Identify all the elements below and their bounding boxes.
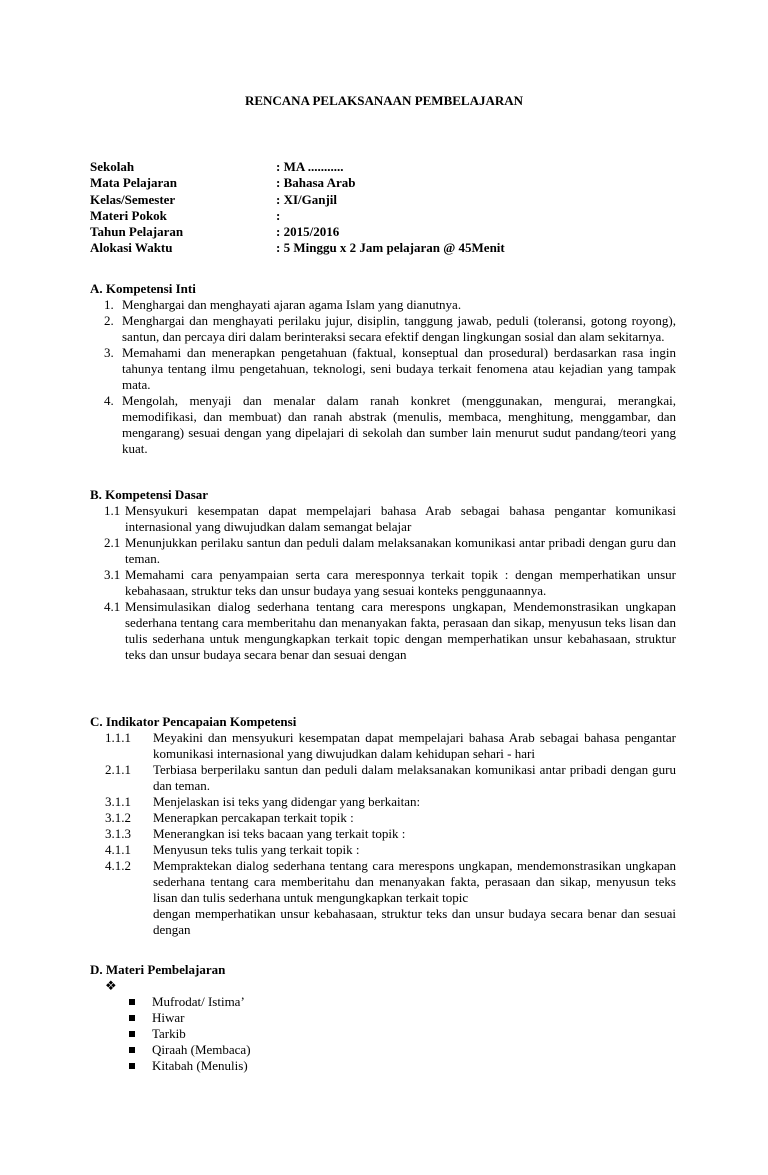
list-item bbox=[90, 1026, 676, 1042]
diamond-bullet-icon: ❖ bbox=[105, 978, 117, 993]
list-item bbox=[90, 826, 676, 842]
item-number: 3. bbox=[104, 345, 114, 360]
item-text: Memahami cara penyampaian serta cara meresponnya terkait topik : dengan memperhatikan unsur kebahasaan, struktur teks dan unsur budaya yang sesuai konteks penggunaannya. bbox=[125, 567, 676, 598]
list-item bbox=[90, 1058, 676, 1074]
meta-row bbox=[90, 224, 690, 240]
item-text: Tarkib bbox=[152, 1026, 186, 1041]
item-number: 1. bbox=[104, 297, 114, 312]
item-number: 4.1 bbox=[104, 599, 121, 614]
item-text: Menerapkan percakapan terkait topik : bbox=[153, 810, 354, 825]
item-text: Qiraah (Membaca) bbox=[152, 1042, 251, 1057]
list-item bbox=[90, 297, 676, 313]
list-item bbox=[90, 810, 676, 826]
item-text-continued: dengan memperhatikan unsur kebahasaan, struktur teks dan unsur budaya secara benar dan sesuai dengan bbox=[153, 906, 676, 937]
list-item bbox=[90, 794, 676, 810]
document-title: RENCANA PELAKSANAAN PEMBELAJARAN bbox=[244, 93, 524, 108]
item-text: Menerangkan isi teks bacaan yang terkait topik : bbox=[153, 826, 406, 841]
identity-table bbox=[90, 159, 690, 257]
meta-label: Tahun Pelajaran bbox=[90, 224, 184, 240]
square-bullet-icon bbox=[129, 999, 135, 1005]
item-text: Mempraktekan dialog sederhana tentang cara merespons ungkapan, mendemonstrasikan ungkapan sederhana tentang cara memberitahu dan menanyakan fakta, perasaan dan sikap, menyusun teks lisan dan tulis sederhana untuk mengungkapkan terkait topic bbox=[153, 858, 676, 905]
list-item bbox=[90, 393, 676, 457]
list-item bbox=[90, 994, 676, 1010]
item-number: 3.1.3 bbox=[105, 826, 131, 841]
meta-label: Sekolah bbox=[90, 159, 135, 174]
list-item bbox=[90, 730, 676, 762]
item-number: 4.1.2 bbox=[105, 858, 131, 873]
section-heading: C. Indikator Pencapaian Kompetensi bbox=[90, 714, 297, 729]
section-heading: D. Materi Pembelajaran bbox=[90, 962, 226, 977]
item-text: Hiwar bbox=[152, 1010, 185, 1025]
list-item bbox=[90, 535, 676, 567]
meta-label: Alokasi Waktu bbox=[90, 240, 173, 256]
item-text: Terbiasa berperilaku santun dan peduli dalam melaksanakan komunikasi antar pribadi dengan guru dan teman. bbox=[153, 762, 676, 793]
item-number: 1.1 bbox=[104, 503, 121, 518]
meta-value: : XI/Ganjil bbox=[276, 191, 338, 207]
item-number: 2. bbox=[104, 313, 114, 328]
list-item bbox=[90, 599, 676, 663]
item-text: Mengolah, menyaji dan menalar dalam ranah konkret (menggunakan, mengurai, merangkai, memodifikasi, dan membuat) dan ranah abstrak (menulis, membaca, menghitung, menggambar, dan mengarang) sesuai dengan yang dipelajari di sekolah dan sumber lain menurut sudut pandang/teori yang kuat. bbox=[122, 393, 676, 456]
item-number: 2.1 bbox=[104, 535, 121, 550]
item-text: Mufrodat/ Istima’ bbox=[152, 994, 245, 1009]
list-item bbox=[90, 858, 676, 938]
meta-label: Materi Pokok bbox=[90, 207, 167, 223]
list-item bbox=[90, 345, 676, 393]
item-number: 4. bbox=[104, 393, 114, 408]
list-item bbox=[90, 842, 676, 858]
meta-row bbox=[90, 159, 690, 175]
square-bullet-icon bbox=[129, 1031, 135, 1037]
list-item bbox=[90, 1042, 676, 1058]
meta-value: : 2015/2016 bbox=[276, 224, 340, 240]
list-item bbox=[90, 1010, 676, 1026]
square-bullet-icon bbox=[129, 1063, 135, 1069]
item-text: Menghargai dan menghayati ajaran agama Islam yang dianutnya. bbox=[122, 297, 462, 312]
item-text: Meyakini dan mensyukuri kesempatan dapat mempelajari bahasa Arab sebagai bahasa pengantar komunikasi internasional yang diwujudkan dalam kehidupan sehari - hari bbox=[153, 730, 676, 761]
item-text: Menyusun teks tulis yang terkait topik : bbox=[153, 842, 360, 857]
meta-value: : Bahasa Arab bbox=[276, 175, 356, 191]
meta-row bbox=[90, 208, 690, 224]
list-item bbox=[90, 762, 676, 794]
section-heading: B. Kompetensi Dasar bbox=[90, 487, 209, 502]
meta-row bbox=[90, 175, 690, 191]
meta-row bbox=[90, 192, 690, 208]
item-text: Menunjukkan perilaku santun dan peduli dalam melaksanakan komunikasi antar pribadi dengan guru dan teman. bbox=[125, 535, 676, 566]
section-heading: A. Kompetensi Inti bbox=[90, 281, 196, 296]
section-kompetensi-inti bbox=[90, 281, 676, 457]
item-number: 1.1.1 bbox=[105, 730, 131, 745]
item-number: 2.1.1 bbox=[105, 762, 131, 777]
list-item bbox=[90, 313, 676, 345]
section-kompetensi-dasar bbox=[90, 487, 676, 663]
meta-row bbox=[90, 240, 690, 256]
meta-value: : 5 Minggu x 2 Jam pelajaran @ 45Menit bbox=[276, 240, 505, 256]
item-number: 4.1.1 bbox=[105, 842, 131, 857]
section-materi bbox=[90, 962, 676, 1074]
section-indikator bbox=[90, 714, 676, 938]
meta-value: : MA ........... bbox=[276, 159, 344, 174]
item-text: Memahami dan menerapkan pengetahuan (faktual, konseptual dan prosedural) berdasarkan rasa ingin tahunya tentang ilmu pengetahuan, teknologi, seni budaya terkait fenomena atau kejadian yang tampak mata. bbox=[122, 345, 676, 392]
item-text: Mensyukuri kesempatan dapat mempelajari bahasa Arab sebagai bahasa pengantar komunikasi internasional yang diwujudkan dalam semangat belajar bbox=[125, 503, 676, 534]
list-item bbox=[90, 503, 676, 535]
item-number: 3.1.1 bbox=[105, 794, 131, 809]
meta-value: : bbox=[276, 207, 281, 223]
meta-label: Kelas/Semester bbox=[90, 191, 176, 207]
item-text: Kitabah (Menulis) bbox=[152, 1058, 248, 1073]
item-text: Mensimulasikan dialog sederhana tentang cara merespons ungkapan, Mendemonstrasikan ungkapan sederhana tentang cara memberitahu dan menanyakan fakta, perasaan dan sikap, menyusun teks lisan dan tulis sederhana untuk mengungkapkan terkait topic dengan memperhatikan unsur kebahasaan, struktur teks dan unsur budaya secara benar dan sesuai dengan bbox=[125, 599, 676, 662]
item-text: Menjelaskan isi teks yang didengar yang berkaitan: bbox=[153, 794, 421, 809]
square-bullet-icon bbox=[129, 1015, 135, 1021]
item-number: 3.1.2 bbox=[105, 810, 131, 825]
item-number: 3.1 bbox=[104, 567, 121, 582]
meta-label: Mata Pelajaran bbox=[90, 175, 178, 191]
list-item bbox=[90, 567, 676, 599]
square-bullet-icon bbox=[129, 1047, 135, 1053]
item-text: Menghargai dan menghayati perilaku jujur, disiplin, tanggung jawab, peduli (toleransi, gotong royong), santun, dan percaya diri dalam berinteraksi secara efektif dengan lingkungan sosial dan alam sekitarnya. bbox=[122, 313, 676, 344]
